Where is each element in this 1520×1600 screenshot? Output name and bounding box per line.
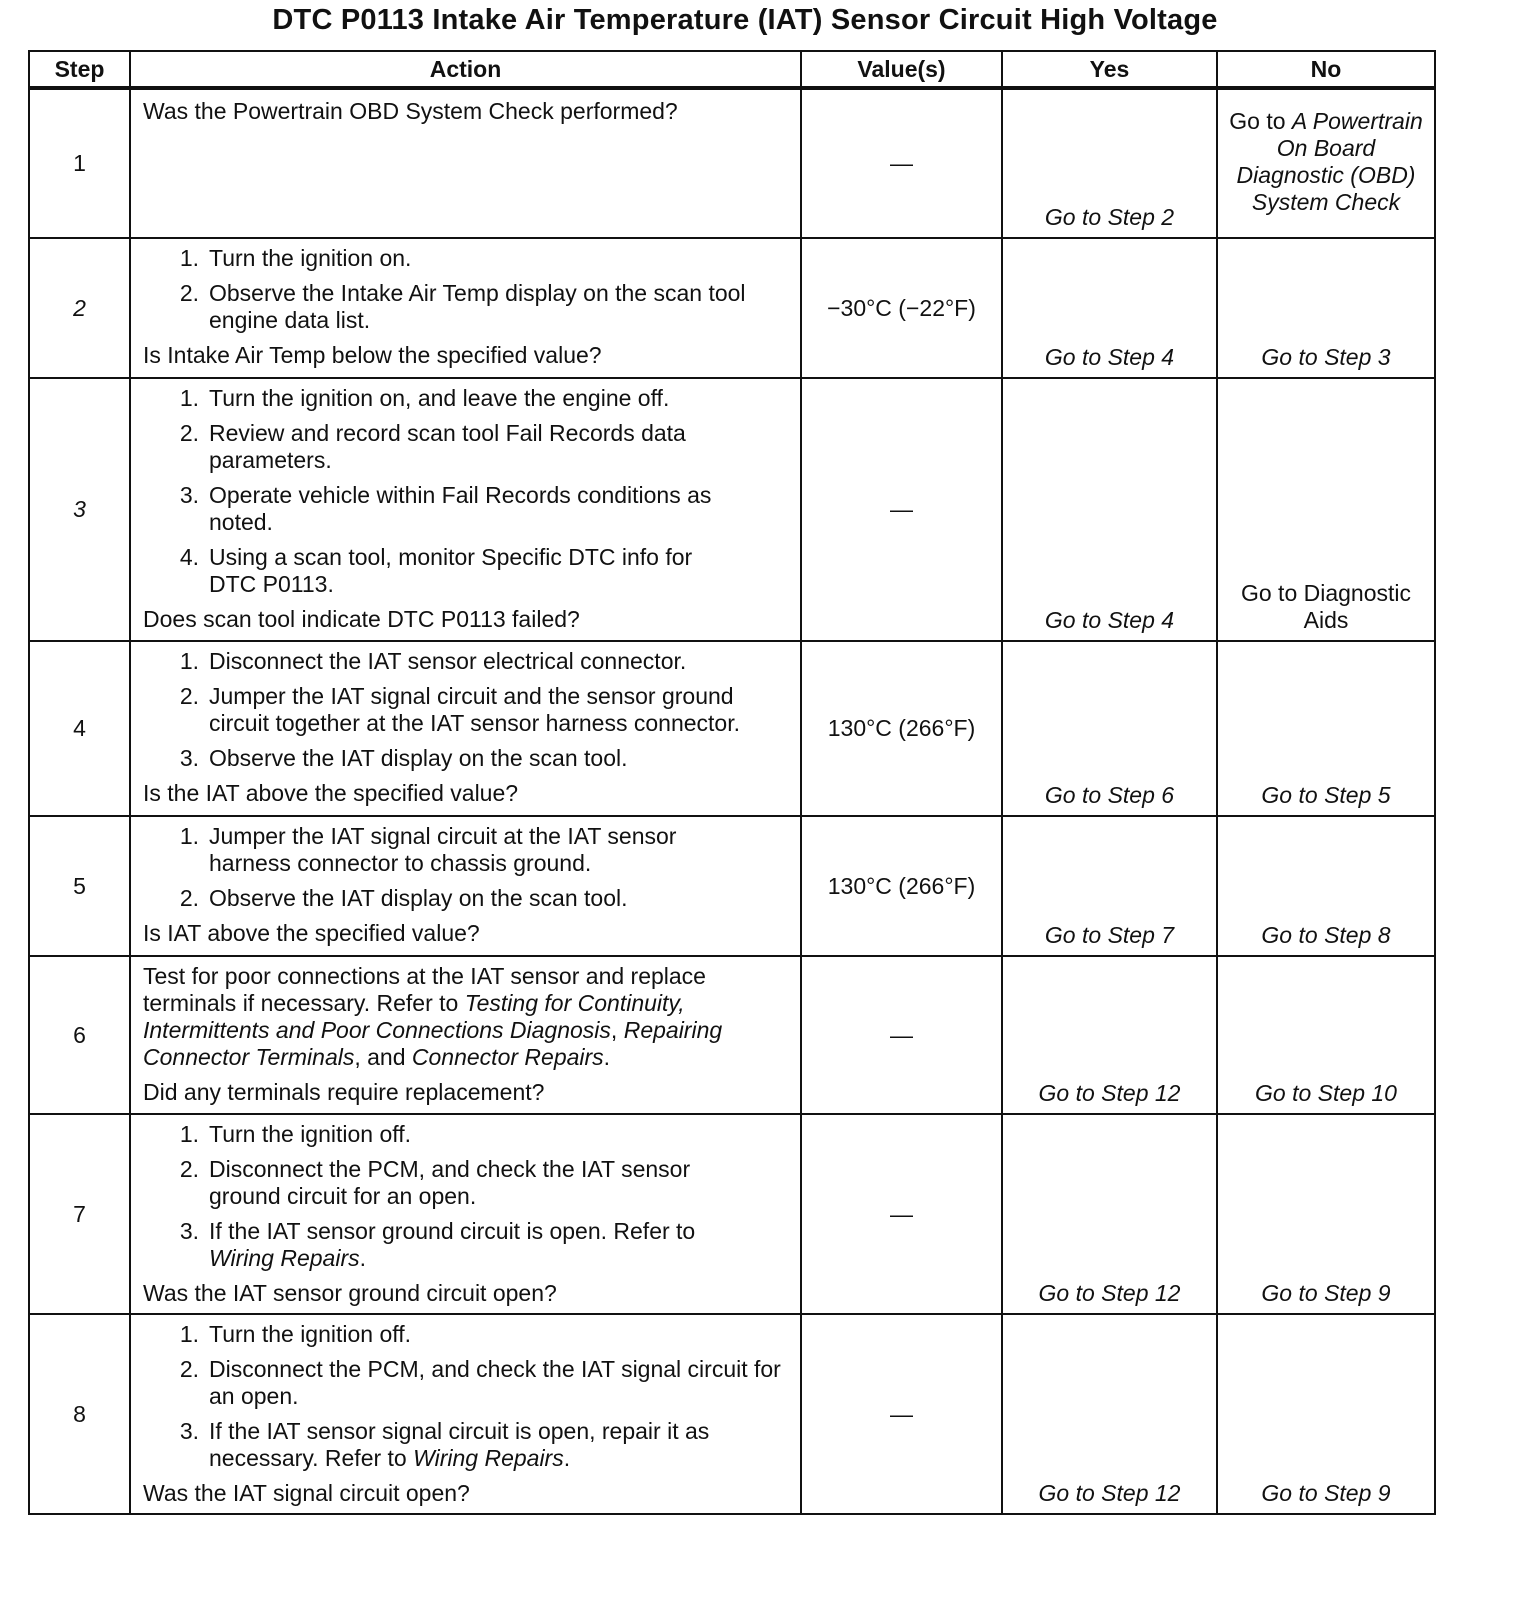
list-number: 3. — [179, 1218, 199, 1244]
step-number: 4 — [29, 641, 130, 816]
step-number: 2 — [29, 238, 130, 378]
yes-cell: Go to Step 12 — [1002, 1314, 1217, 1514]
value-cell: 130°C (266°F) — [801, 816, 1002, 956]
step-number: 1 — [29, 88, 130, 238]
value-cell: −30°C (−22°F) — [801, 238, 1002, 378]
list-item: Observe the Intake Air Temp display on the scan tool engine data list. — [209, 280, 746, 333]
list-item: Turn the ignition on. — [209, 245, 412, 271]
list-item: Turn the ignition off. — [209, 1321, 412, 1347]
yes-cell: Go to Step 12 — [1002, 1114, 1217, 1314]
header-action: Action — [130, 51, 801, 88]
no-cell: Go to Step 8 — [1217, 816, 1435, 956]
action-question: Is IAT above the specified value? — [143, 920, 480, 946]
yes-cell: Go to Step 4 — [1002, 238, 1217, 378]
list-number: 1. — [179, 1121, 199, 1147]
page-title: DTC P0113 Intake Air Temperature (IAT) Sensor Circuit High Voltage — [272, 4, 1218, 36]
action-question: Was the IAT sensor ground circuit open? — [143, 1280, 557, 1306]
list-number: 2. — [179, 1356, 199, 1382]
table-row — [29, 378, 1435, 641]
list-item: Jumper the IAT signal circuit at the IAT sensor harness connector to chassis ground. — [209, 823, 677, 876]
no-cell: Go to Step 5 — [1217, 641, 1435, 816]
value-cell: — — [801, 378, 1002, 641]
header-row — [29, 51, 1435, 88]
action-question: Does scan tool indicate DTC P0113 failed? — [143, 606, 580, 632]
step-number: 7 — [29, 1114, 130, 1314]
no-prefix: Go to — [1229, 107, 1292, 134]
list-number: 3. — [179, 482, 199, 508]
list-item: Turn the ignition off. — [209, 1121, 412, 1147]
action-question: Did any terminals require replacement? — [143, 1079, 545, 1105]
list-number: 1. — [179, 1321, 199, 1347]
list-number: 2. — [179, 1156, 199, 1182]
yes-cell: Go to Step 6 — [1002, 641, 1217, 816]
step-number: 3 — [29, 378, 130, 641]
list-number: 2. — [179, 683, 199, 709]
step-number: 8 — [29, 1314, 130, 1514]
list-number: 2. — [179, 885, 199, 911]
table-row — [29, 1114, 1435, 1314]
yes-cell: Go to Step 4 — [1002, 378, 1217, 641]
action-cell — [130, 1314, 801, 1514]
header-value: Value(s) — [801, 51, 1002, 88]
list-item: If the IAT sensor ground circuit is open. Refer to Wiring Repairs. — [209, 1218, 696, 1271]
action-question: Is the IAT above the specified value? — [143, 780, 519, 806]
action-question: Is Intake Air Temp below the specified value? — [143, 342, 602, 368]
list-number: 1. — [179, 385, 199, 411]
value-cell: 130°C (266°F) — [801, 641, 1002, 816]
list-number: 1. — [179, 648, 199, 674]
list-item: Turn the ignition on, and leave the engine off. — [209, 385, 670, 411]
header-no: No — [1217, 51, 1435, 88]
list-number: 3. — [179, 745, 199, 771]
action-cell — [130, 238, 801, 378]
list-item: Jumper the IAT signal circuit and the sensor ground circuit together at the IAT sensor harness connector. — [209, 683, 740, 736]
list-number: 2. — [179, 420, 199, 446]
action-cell — [130, 1114, 801, 1314]
diagnostic-table — [28, 50, 1436, 1515]
list-number: 1. — [179, 245, 199, 271]
value-cell: — — [801, 956, 1002, 1114]
yes-cell: Go to Step 2 — [1002, 88, 1217, 238]
list-number: 2. — [179, 280, 199, 306]
header-step: Step — [29, 51, 130, 88]
table-row — [29, 88, 1435, 238]
list-number: 3. — [179, 1418, 199, 1444]
action-cell — [130, 88, 801, 238]
value-cell: — — [801, 1114, 1002, 1314]
action-cell — [130, 378, 801, 641]
value-cell: — — [801, 1314, 1002, 1514]
step-number: 5 — [29, 816, 130, 956]
value-cell: — — [801, 88, 1002, 238]
action-cell — [130, 816, 801, 956]
table-row — [29, 1314, 1435, 1514]
step-number: 6 — [29, 956, 130, 1114]
list-item: Review and record scan tool Fail Records data parameters. — [209, 420, 686, 473]
table-row — [29, 238, 1435, 378]
action-paragraph: Test for poor connections at the IAT sensor and replace terminals if necessary. Refer to Testing for Continuity, Intermittents and Poor Connections Diagnosis, Repairing Connector Terminals, and Connector Repairs. — [143, 963, 723, 1070]
action-cell — [130, 956, 801, 1114]
list-item: Observe the IAT display on the scan tool. — [209, 885, 628, 911]
no-reference: A Powertrain On Board Diagnostic (OBD) System Check — [1236, 107, 1423, 215]
no-cell: Go to Step 3 — [1217, 238, 1435, 378]
table-row — [29, 956, 1435, 1114]
list-item: If the IAT sensor signal circuit is open, repair it as necessary. Refer to Wiring Repairs. — [209, 1418, 710, 1471]
yes-cell: Go to Step 12 — [1002, 956, 1217, 1114]
table-row — [29, 816, 1435, 956]
list-item: Disconnect the PCM, and check the IAT signal circuit for an open. — [209, 1356, 781, 1409]
action-question: Was the Powertrain OBD System Check performed? — [143, 98, 678, 124]
action-cell — [130, 641, 801, 816]
table-row — [29, 641, 1435, 816]
list-item: Using a scan tool, monitor Specific DTC info for DTC P0113. — [209, 544, 693, 597]
header-yes: Yes — [1002, 51, 1217, 88]
list-item: Operate vehicle within Fail Records conditions as noted. — [209, 482, 712, 535]
no-cell: Go to Step 10 — [1217, 956, 1435, 1114]
list-item: Disconnect the IAT sensor electrical connector. — [209, 648, 687, 674]
list-item: Disconnect the PCM, and check the IAT sensor ground circuit for an open. — [209, 1156, 691, 1209]
no-cell: Go to Step 9 — [1217, 1114, 1435, 1314]
list-number: 1. — [179, 823, 199, 849]
no-cell — [1217, 88, 1435, 238]
no-cell: Go to Diagnostic Aids — [1217, 378, 1435, 641]
yes-cell: Go to Step 7 — [1002, 816, 1217, 956]
no-cell: Go to Step 9 — [1217, 1314, 1435, 1514]
list-item: Observe the IAT display on the scan tool. — [209, 745, 628, 771]
action-question: Was the IAT signal circuit open? — [143, 1480, 470, 1506]
list-number: 4. — [179, 544, 199, 570]
